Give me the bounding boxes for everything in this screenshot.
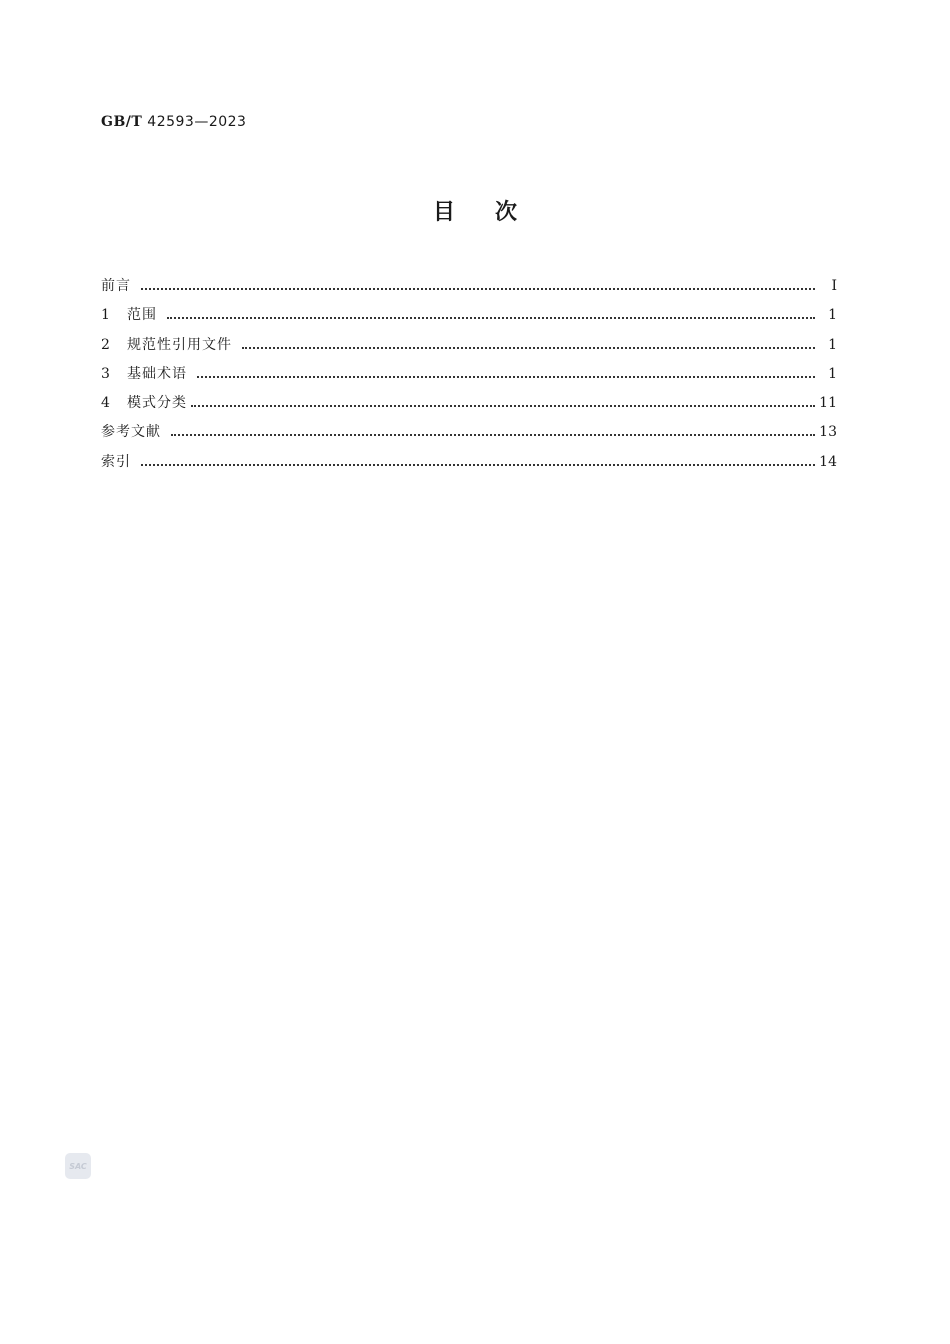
toc-leader-dots — [141, 287, 815, 290]
watermark-text: SAC — [69, 1161, 87, 1171]
toc-item-page: 14 — [819, 453, 837, 470]
sac-watermark-logo — [65, 1153, 91, 1179]
toc-item-number: 1 — [101, 307, 110, 324]
toc-item-page: 11 — [819, 395, 837, 412]
standard-code — [101, 114, 246, 130]
toc-item-number: 3 — [101, 365, 110, 382]
toc-item-basic-terms[interactable] — [101, 363, 837, 392]
standard-number: 42593—2023 — [147, 114, 247, 130]
toc-item-index[interactable] — [101, 451, 837, 480]
toc-item-label: 参考文献 — [101, 424, 161, 441]
toc-item-label: 前言 — [101, 278, 131, 294]
toc-leader-dots — [191, 404, 815, 407]
toc-leader-dots — [171, 433, 815, 436]
toc-item-pattern-classification[interactable] — [101, 392, 837, 421]
toc-leader-dots — [141, 463, 815, 466]
page-title: 目次 — [432, 200, 557, 225]
toc-item-page: Ⅰ — [831, 278, 837, 294]
toc-item-number: 2 — [101, 336, 110, 353]
toc-leader-dots — [167, 316, 815, 319]
toc-item-page: 13 — [819, 424, 837, 441]
toc-item-normative-references[interactable] — [101, 334, 837, 363]
toc-item-number: 4 — [101, 395, 110, 412]
toc-item-scope[interactable] — [101, 304, 837, 333]
toc-item-page: 1 — [828, 336, 837, 353]
toc-item-bibliography[interactable] — [101, 421, 837, 450]
toc-item-label: 模式分类 — [127, 395, 187, 412]
toc-item-page: 1 — [828, 365, 837, 382]
toc-item-label: 范围 — [127, 307, 157, 324]
toc-item-foreword[interactable] — [101, 275, 837, 304]
toc-leader-dots — [197, 375, 815, 378]
toc-item-label: 规范性引用文件 — [127, 336, 232, 353]
standard-prefix: GB/T — [101, 114, 143, 130]
toc-item-label: 基础术语 — [127, 365, 187, 382]
toc-item-label: 索引 — [101, 453, 131, 470]
table-of-contents — [101, 275, 837, 480]
toc-item-page: 1 — [828, 307, 837, 324]
toc-leader-dots — [242, 346, 815, 349]
